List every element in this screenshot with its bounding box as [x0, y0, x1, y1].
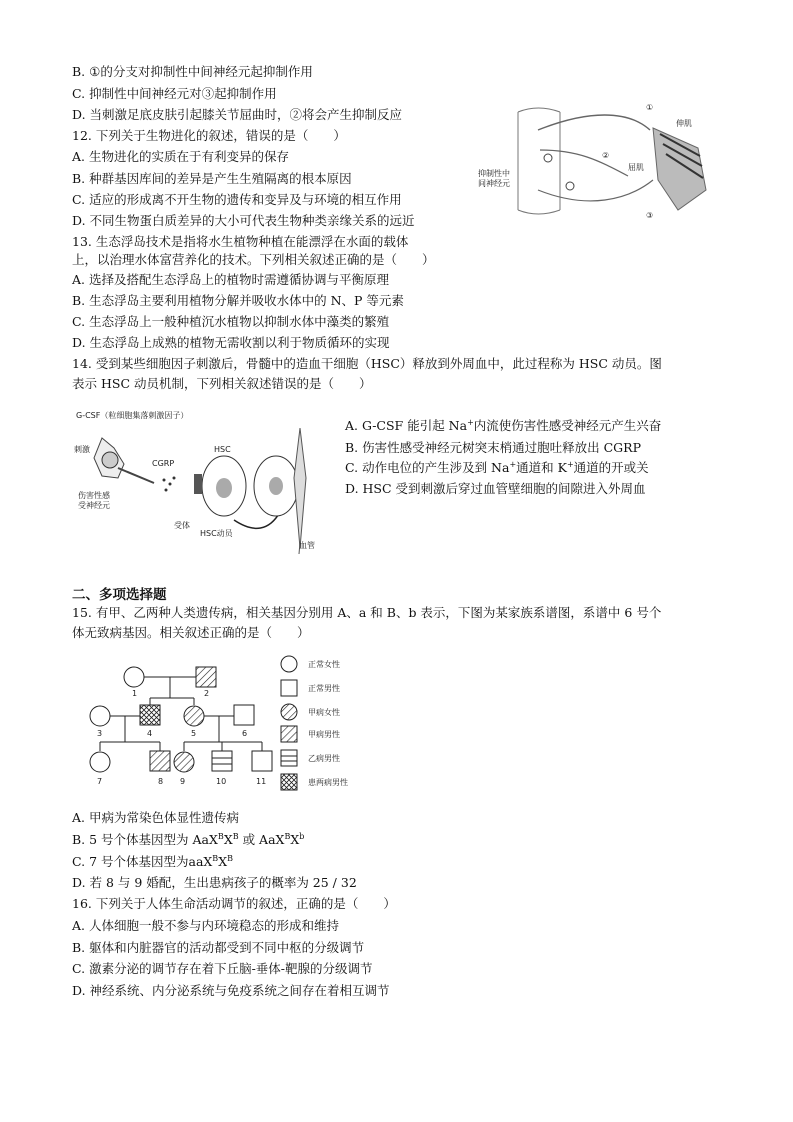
q13-stem-2: 上，以治理水体富营养化的技术。下列相关叙述正确的是（ ）	[72, 252, 435, 267]
pedigree-11	[252, 751, 272, 771]
pedigree-9	[174, 752, 194, 772]
label-2: ②	[602, 151, 610, 160]
pedigree-8	[150, 751, 170, 771]
pedigree-3	[90, 706, 110, 726]
legend-a-female: 甲病女性	[308, 708, 340, 717]
id-11: 11	[256, 777, 267, 786]
id-3: 3	[97, 729, 103, 738]
mobilize-label: HSC动员	[200, 529, 233, 538]
q13-option-c: C. 生态浮岛上一般种植沉水植物以抑制水体中藻类的繁殖	[72, 314, 390, 329]
q12-stem: 12. 下列关于生物进化的叙述，错误的是（ ）	[72, 128, 346, 143]
q14-option-a: A. G-CSF 能引起 Na+内流使伤害性感受神经元产生兴奋	[345, 417, 662, 433]
q15-option-c: C. 7 号个体基因型为$aaX^BX^B$	[72, 853, 233, 869]
pedigree-6	[234, 705, 254, 725]
q13-stem-1: 13. 生态浮岛技术是指将水生植物种植在能漂浮在水面的载体	[72, 234, 409, 249]
q16-stem: 16. 下列关于人体生命活动调节的叙述，正确的是（ ）	[72, 896, 396, 911]
label-3: ③	[646, 211, 654, 220]
q13-option-a: A. 选择及搭配生态浮岛上的植物时需遵循协调与平衡原理	[72, 272, 389, 287]
pedigree-10	[212, 751, 232, 771]
hsc-label: HSC	[214, 445, 231, 454]
q14-stem-1: 14. 受到某些细胞因子刺激后，骨髓中的造血干细胞（HSC）释放到外周血中，此过程称为 HSC 动员。图	[72, 356, 662, 371]
receptor-label: 受体	[174, 521, 190, 530]
legend-a-male: 甲病男性	[308, 730, 340, 739]
q14-option-c: C. 动作电位的产生涉及到 Na+通道和 K+通道的开或关	[345, 459, 649, 475]
q12-option-b: B. 种群基因库间的差异是产生生殖隔离的根本原因	[72, 171, 352, 186]
legend-b-male: 乙病男性	[308, 754, 340, 763]
id-4: 4	[147, 729, 153, 738]
q14-option-d: D. HSC 受到刺激后穿过血管壁细胞的间隙进入外周血	[345, 481, 646, 496]
legend-normal-female: 正常女性	[308, 660, 340, 669]
stimulus-label: 刺激	[74, 445, 90, 454]
q16-option-c: C. 激素分泌的调节存在着下丘脑-垂体-靶腺的分级调节	[72, 961, 373, 976]
q13-option-b: B. 生态浮岛主要利用植物分解并吸收水体中的 N、P 等元素	[72, 293, 404, 308]
flexor-label: 屈肌	[628, 163, 644, 172]
q12-option-a: A. 生物进化的实质在于有利变异的保存	[72, 149, 289, 164]
q15-option-d: D. 若 8 与 9 婚配，生出患病孩子的概率为 25 / 32	[72, 875, 357, 890]
pedigree-1	[124, 667, 144, 687]
extensor-label: 伸肌	[676, 119, 692, 128]
interneuron-label-1: 抑制性中	[478, 169, 510, 178]
pedigree-2	[196, 667, 216, 687]
hsc-mobilization-figure	[74, 408, 334, 558]
legend-both-male: 患两病男性	[308, 778, 348, 787]
q13-option-d: D. 生态浮岛上成熟的植物无需收割以利于物质循环的实现	[72, 335, 390, 350]
id-6: 6	[242, 729, 248, 738]
q16-option-d: D. 神经系统、内分泌系统与免疫系统之间存在着相互调节	[72, 983, 390, 998]
q11-option-d: D. 当刺激足底皮肤引起膝关节屈曲时，②将会产生抑制反应	[72, 107, 403, 122]
q12-option-d: D. 不同生物蛋白质差异的大小可代表生物种类亲缘关系的远近	[72, 213, 415, 228]
gcsf-title: G-CSF（粒细胞集落刺激因子）	[76, 411, 189, 420]
id-9: 9	[180, 777, 186, 786]
pedigree-4	[140, 705, 160, 725]
id-1: 1	[132, 689, 138, 698]
q15-stem-1: 15. 有甲、乙两种人类遗传病，相关基因分别用 A、a 和 B、b 表示，下图为某家族系谱图，系谱中 6 号个	[72, 605, 662, 620]
q15-option-a: A. 甲病为常染色体显性遗传病	[72, 810, 239, 825]
id-7: 7	[97, 777, 103, 786]
id-8: 8	[158, 777, 164, 786]
id-5: 5	[191, 729, 197, 738]
section-multi-choice: 二、多项选择题	[72, 587, 167, 603]
q15-stem-2: 体无致病基因。相关叙述正确的是（ ）	[72, 625, 310, 640]
label-1: ①	[646, 103, 654, 112]
cgrp-label: CGRP	[152, 459, 175, 468]
q12-option-c: C. 适应的形成离不开生物的遗传和变异及与环境的相互作用	[72, 192, 402, 207]
id-2: 2	[204, 689, 210, 698]
pedigree-figure	[74, 650, 374, 800]
neuron-label-2: 受神经元	[78, 501, 110, 510]
legend-normal-male: 正常男性	[308, 684, 340, 693]
pedigree-7	[90, 752, 110, 772]
q14-option-b: B. 伤害性感受神经元树突末梢通过胞吐释放出 CGRP	[345, 440, 641, 455]
interneuron-label-2: 间神经元	[478, 179, 510, 188]
pedigree-5	[184, 706, 204, 726]
q15-option-b: B. 5 号个体基因型为 $AaX^BX^B$ 或 $AaX^BX^b$	[72, 831, 305, 847]
q16-option-a: A. 人体细胞一般不参与内环境稳态的形成和维持	[72, 918, 339, 933]
reflex-arc-figure	[478, 100, 718, 228]
q11-option-c: C. 抑制性中间神经元对③起抑制作用	[72, 86, 277, 101]
vessel-label: 血管	[299, 541, 315, 550]
q16-option-b: B. 躯体和内脏器官的活动都受到不同中枢的分级调节	[72, 940, 365, 955]
id-10: 10	[216, 777, 227, 786]
q14-stem-2: 表示 HSC 动员机制，下列相关叙述错误的是（ ）	[72, 376, 372, 391]
neuron-label-1: 伤害性感	[78, 491, 110, 500]
q11-option-b: B. ①的分支对抑制性中间神经元起抑制作用	[72, 64, 313, 79]
